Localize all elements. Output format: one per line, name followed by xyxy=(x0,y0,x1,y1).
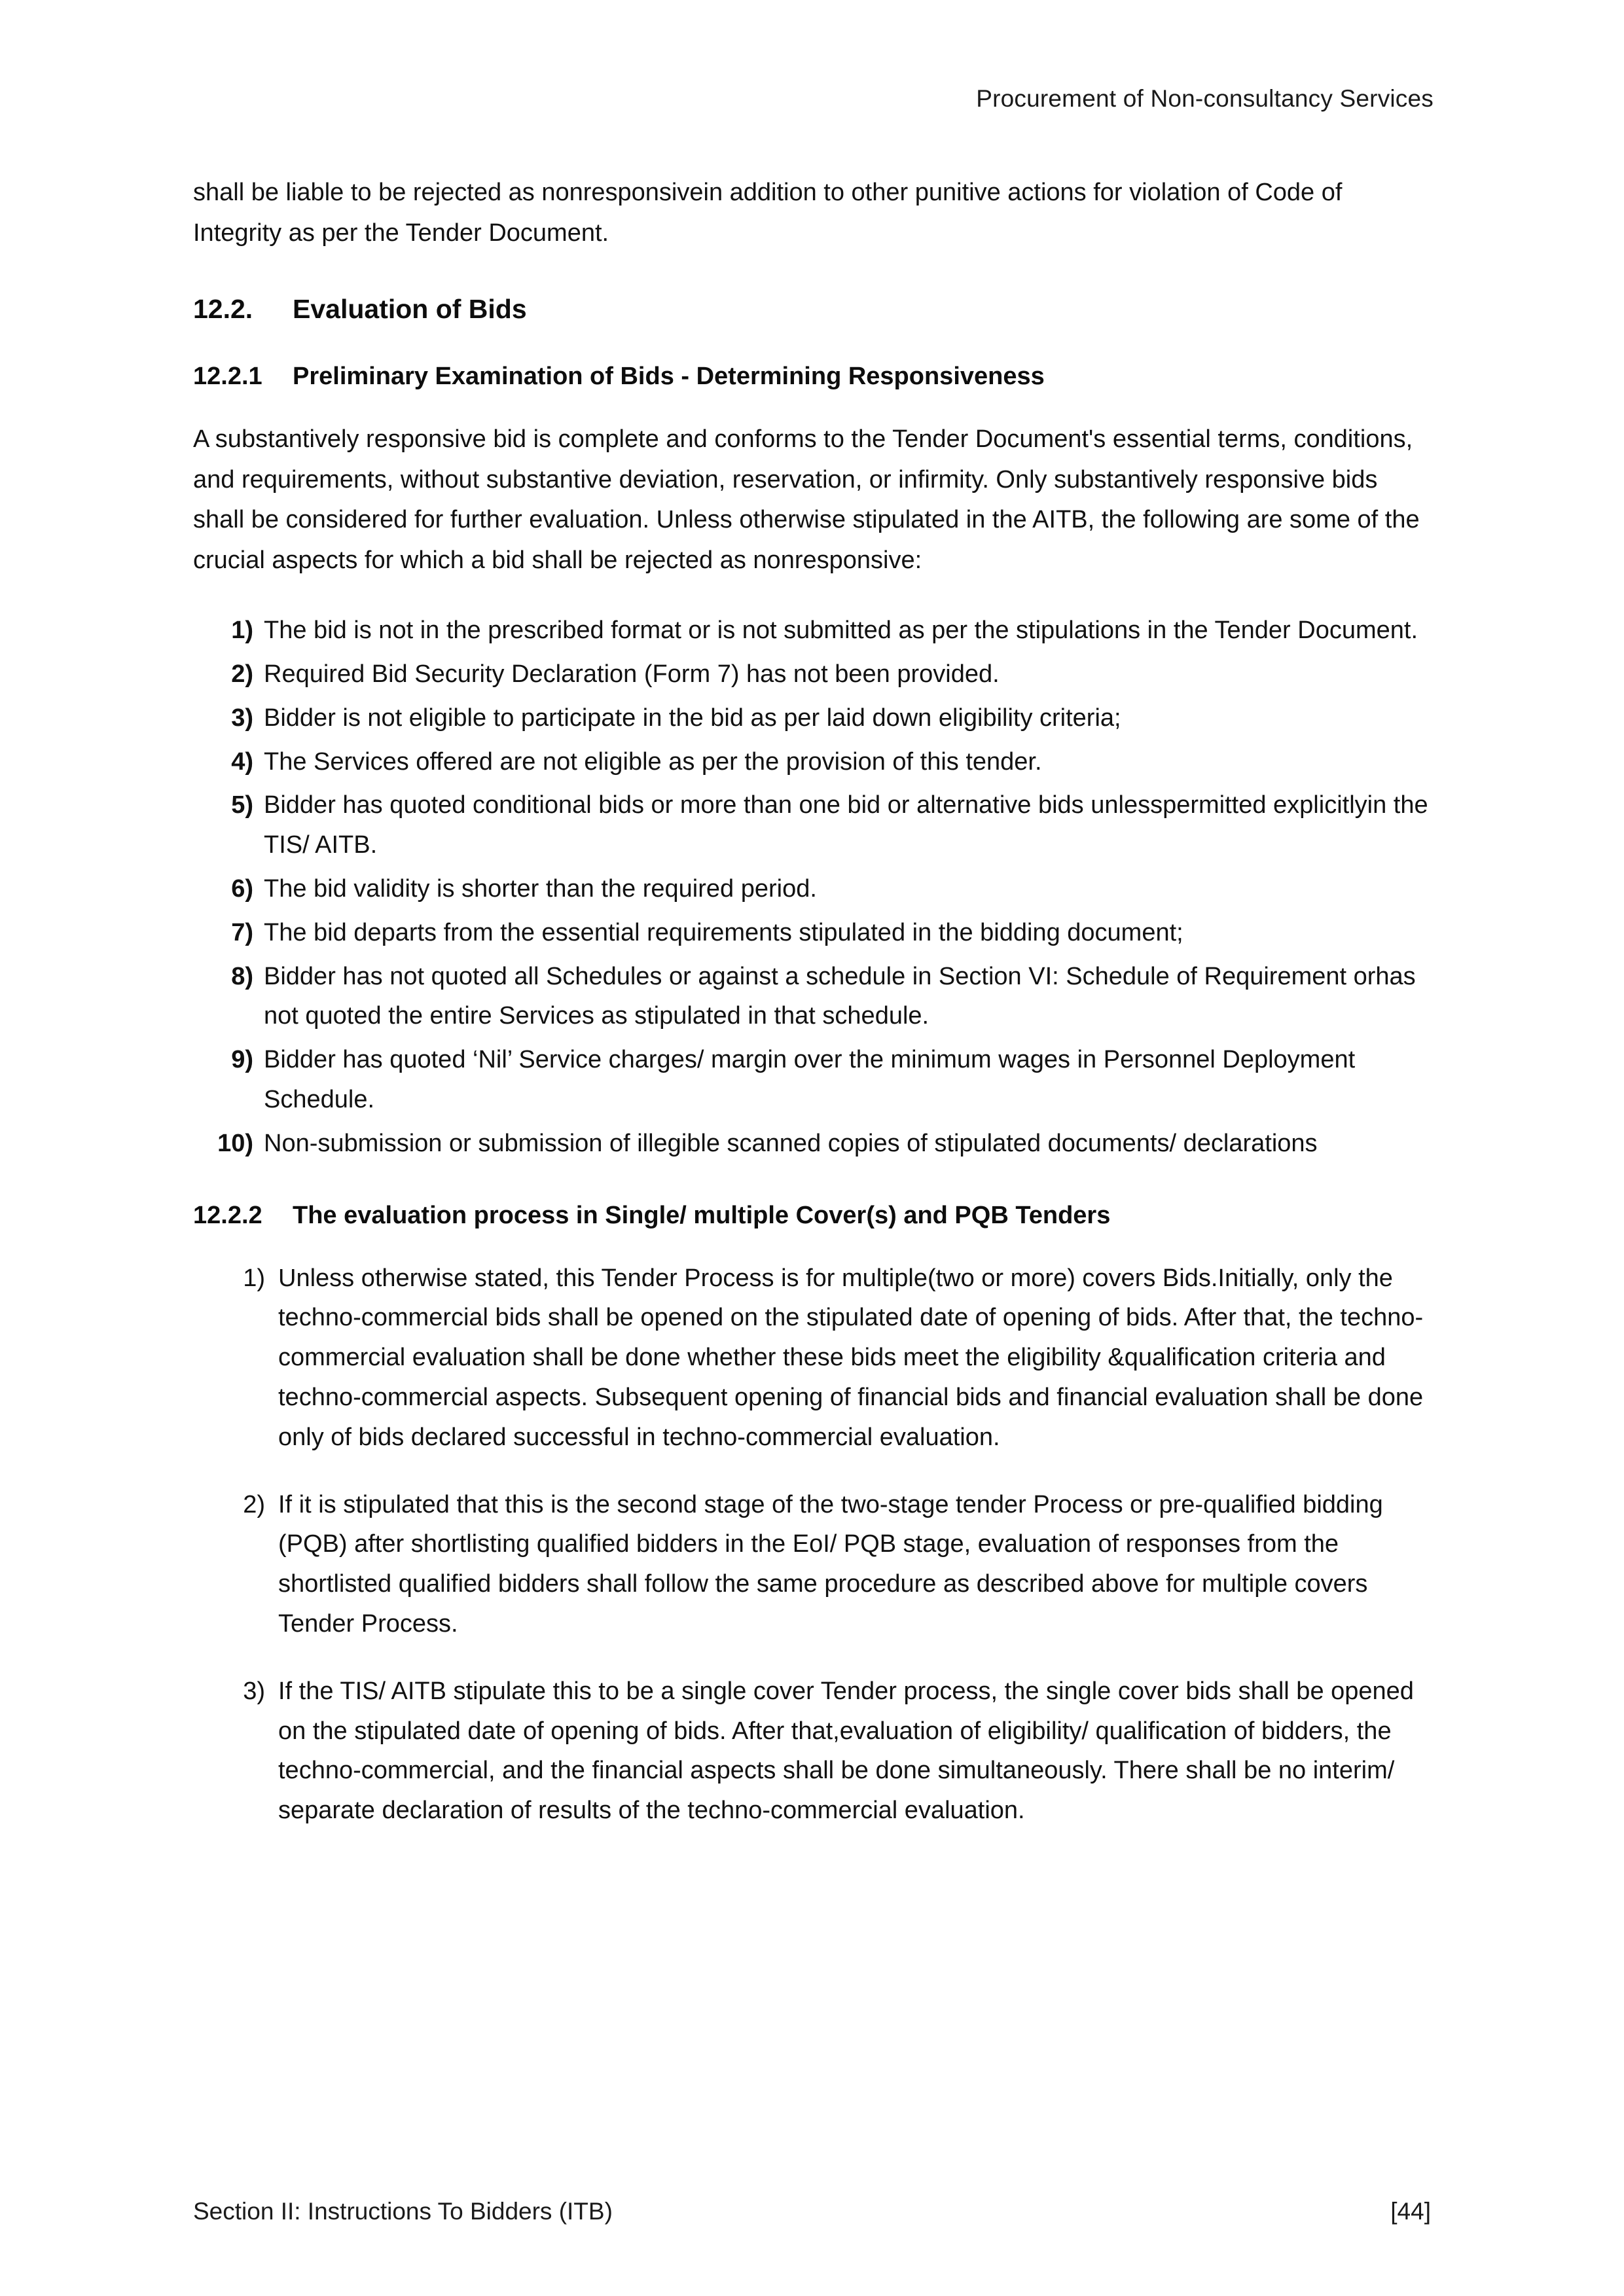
list-item-text: Bidder is not eligible to participate in the bid as per laid down eligibility criteria; xyxy=(264,704,1121,732)
list-item xyxy=(193,698,1434,738)
list-item xyxy=(193,1040,1434,1120)
list-item-marker: 10) xyxy=(217,1129,253,1157)
list-item-text: Required Bid Security Declaration (Form 7) has not been provided. xyxy=(264,660,1000,689)
list-item-text: If the TIS/ AITB stipulate this to be a single cover Tender process, the single cover bids shall be opened on the stipulated date of opening of bids. After that,evaluation of eligibility/ qualification of bidders, the techno-commercial, and the financial aspects shall be done simultaneously. There shall be no interim/ separate declaration of results of the techno-commercial evaluation. xyxy=(278,1677,1414,1825)
page-footer xyxy=(193,2198,1431,2225)
list-item xyxy=(193,913,1434,953)
list-item-marker: 4) xyxy=(231,747,253,776)
list-item xyxy=(193,1485,1434,1644)
heading-12-2-1-number: 12.2.1 xyxy=(193,363,262,391)
list-item xyxy=(193,1124,1434,1164)
list-item-text: Non-submission or submission of illegible scanned copies of stipulated documents/ declarations xyxy=(264,1129,1318,1157)
list-item-marker: 2) xyxy=(231,660,253,689)
list-item-marker: 9) xyxy=(231,1046,253,1074)
list-item-marker: 6) xyxy=(231,875,253,903)
evaluation-process-list xyxy=(193,1259,1434,1831)
list-item-marker: 5) xyxy=(231,791,253,819)
list-item-text: Bidder has quoted conditional bids or more than one bid or alternative bids unlesspermitted explicitlyin the TIS/ AITB. xyxy=(264,791,1428,859)
list-item-text: Bidder has not quoted all Schedules or against a schedule in Section VI: Schedule of Requirement orhas not quoted the entire Services as stipulated in that schedule. xyxy=(264,962,1416,1030)
list-item xyxy=(193,611,1434,651)
heading-12-2 xyxy=(193,294,1434,325)
list-item-marker: 2) xyxy=(243,1490,265,1518)
list-item-marker: 1) xyxy=(231,617,253,645)
list-item-marker: 7) xyxy=(231,918,253,946)
heading-12-2-2-title: The evaluation process in Single/ multiple Cover(s) and PQB Tenders xyxy=(293,1201,1111,1229)
footer-page-number: [44] xyxy=(1390,2198,1431,2225)
heading-12-2-number: 12.2. xyxy=(193,294,253,325)
list-item-marker: 3) xyxy=(231,704,253,732)
heading-12-2-title: Evaluation of Bids xyxy=(293,294,527,325)
page-header: Procurement of Non-consultancy Services xyxy=(976,85,1434,112)
list-item xyxy=(193,1672,1434,1831)
list-item-text: If it is stipulated that this is the second stage of the two-stage tender Process or pre-qualified bidding (PQB) after shortlisting qualified bidders in the EoI/ PQB stage, evaluation of responses from the shortlisted qualified bidders shall follow the same procedure as described above for multiple covers Tender Process. xyxy=(278,1490,1383,1638)
heading-12-2-1-title: Preliminary Examination of Bids - Determining Responsiveness xyxy=(293,363,1045,391)
heading-12-2-2-number: 12.2.2 xyxy=(193,1201,262,1229)
heading-12-2-1 xyxy=(193,363,1434,391)
list-item-text: The Services offered are not eligible as per the provision of this tender. xyxy=(264,747,1042,776)
list-item-text: The bid is not in the prescribed format or is not submitted as per the stipulations in the Tender Document. xyxy=(264,617,1418,645)
responsiveness-paragraph: A substantively responsive bid is complete and conforms to the Tender Document's essential terms, conditions, and requirements, without substantive deviation, reservation, or infirmity. Only substantively responsive bids shall be considered for further evaluation. Unless otherwise stipulated in the AITB, the following are some of the crucial aspects for which a bid shall be rejected as nonresponsive: xyxy=(193,425,1420,574)
intro-paragraph: shall be liable to be rejected as nonresponsivein addition to other punitive actions for violation of Code of Integrity as per the Tender Document. xyxy=(193,179,1343,247)
list-item xyxy=(193,1259,1434,1458)
list-item-marker: 1) xyxy=(243,1264,265,1292)
list-item xyxy=(193,655,1434,694)
list-item xyxy=(193,957,1434,1037)
list-item xyxy=(193,742,1434,782)
page-content xyxy=(193,85,1434,1858)
list-item-text: Bidder has quoted ‘Nil’ Service charges/ margin over the minimum wages in Personnel Deployment Schedule. xyxy=(264,1046,1356,1114)
heading-12-2-2 xyxy=(193,1202,1434,1230)
list-item-text: Unless otherwise stated, this Tender Process is for multiple(two or more) covers Bids.Initially, only the techno-commercial bids shall be opened on the stipulated date of opening of bids. After that, the techno-commercial evaluation shall be done whether these bids meet the eligibility &qualification criteria and techno-commercial aspects. Subsequent opening of financial bids and financial evaluation shall be done only of bids declared successful in techno-commercial evaluation. xyxy=(278,1264,1424,1451)
list-item xyxy=(193,785,1434,865)
list-item-marker: 3) xyxy=(243,1677,265,1705)
nonresponsive-list xyxy=(193,611,1434,1163)
list-item xyxy=(193,869,1434,909)
list-item-text: The bid validity is shorter than the required period. xyxy=(264,875,817,903)
footer-section-label: Section II: Instructions To Bidders (ITB) xyxy=(193,2198,613,2225)
list-item-text: The bid departs from the essential requirements stipulated in the bidding document; xyxy=(264,918,1183,946)
list-item-marker: 8) xyxy=(231,962,253,990)
